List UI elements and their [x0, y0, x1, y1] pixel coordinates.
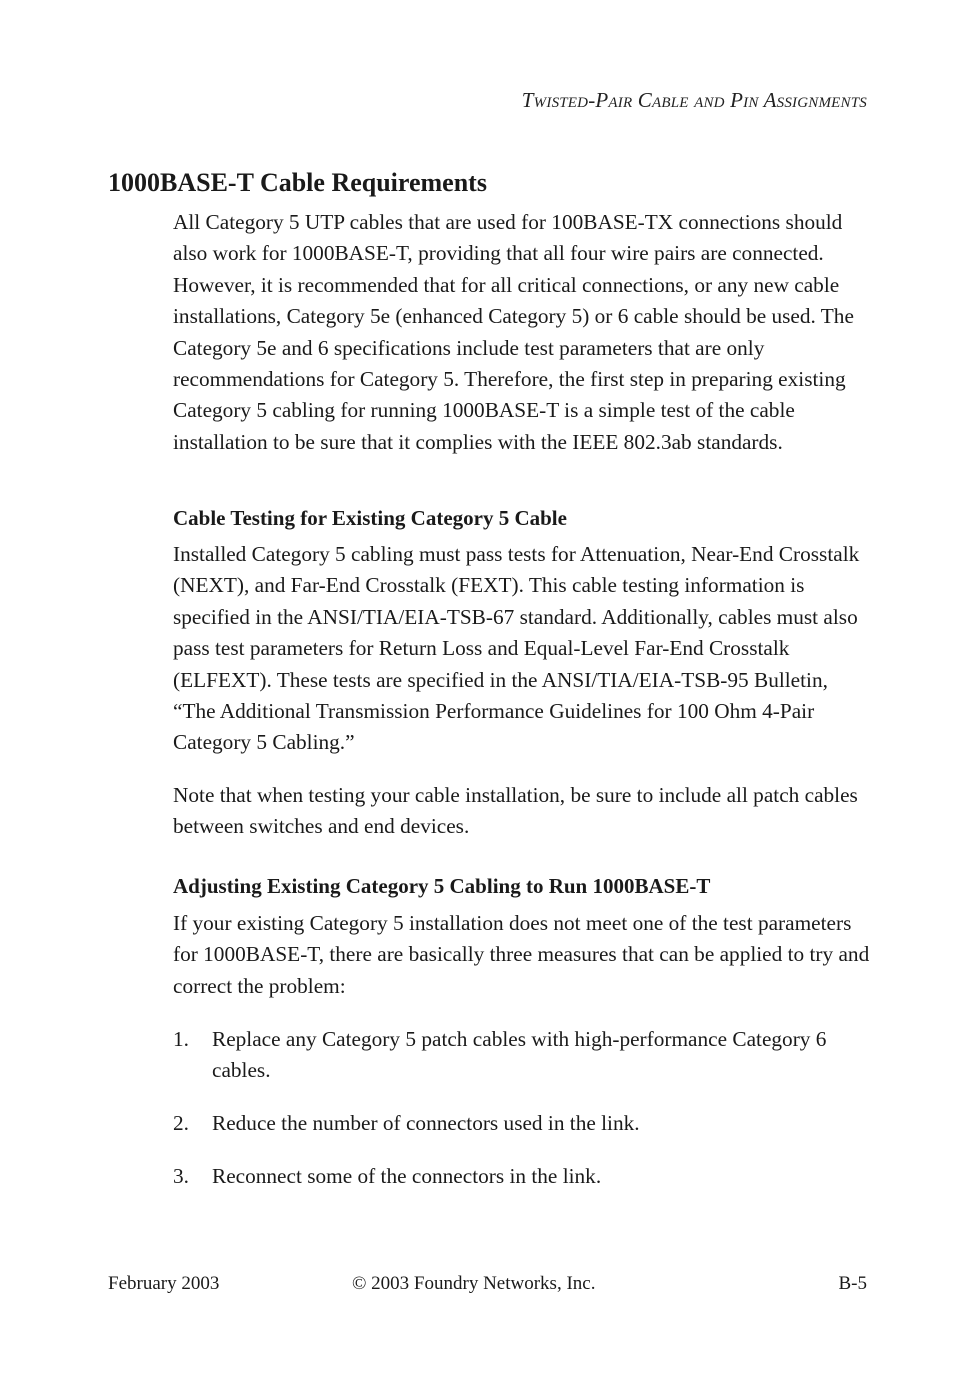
footer-date: February 2003: [108, 1273, 220, 1294]
cable-testing-paragraph: Installed Category 5 cabling must pass tests for Attenuation, Near-End Crosstalk (NEXT), and Far-End Crosstalk (FEXT). This cable testing information is specified in the ANSI/TIA/EIA-TSB-67 standard. Additionally, cables must also pass test parameters for Return Loss and Equal-Level Far-End Crosstalk (ELFEXT). These tests are specified in the ANSI/TIA/EIA-TSB-95 Bulletin, “The Additional Transmission Performance Guidelines for 100 Ohm 4-Pair Category 5 Cabling.”: [173, 542, 860, 755]
cable-testing-heading: Cable Testing for Existing Category 5 Cable: [173, 506, 567, 530]
footer-copyright: © 2003 Foundry Networks, Inc.: [352, 1273, 596, 1294]
list-item-number: 2.: [173, 1111, 189, 1135]
list-item-number: 3.: [173, 1164, 189, 1188]
list-item: [173, 1108, 873, 1139]
list-item-text: Replace any Category 5 patch cables with high-performance Category 6 cables.: [212, 1027, 827, 1083]
adjusting-heading: Adjusting Existing Category 5 Cabling to Run 1000BASE-T: [173, 874, 711, 898]
adjusting-paragraph: If your existing Category 5 installation does not meet one of the test parameters for 1000BASE-T, there are basically three measures that can be applied to try and correct the problem:: [173, 911, 870, 998]
section-heading: 1000BASE-T Cable Requirements: [108, 168, 487, 197]
running-header: Twisted-Pair Cable and Pin Assignments: [521, 88, 867, 112]
intro-paragraph: All Category 5 UTP cables that are used for 100BASE-TX connections should also work for 1000BASE-T, providing that all four wire pairs are connected. However, it is recommended that for all critical connections, or any new cable installations, Category 5e (enhanced Category 5) or 6 cable should be used. The Category 5e and 6 specifications include test parameters that are only recommendations for Category 5. Therefore, the first step in preparing existing Category 5 cabling for running 1000BASE-T is a simple test of the cable installation to be sure that it complies with the IEEE 802.3ab standards.: [173, 210, 854, 454]
list-item-text: Reduce the number of connectors used in the link.: [212, 1111, 640, 1135]
list-item-text: Reconnect some of the connectors in the link.: [212, 1164, 602, 1188]
footer-page-number: B-5: [838, 1273, 867, 1294]
list-item: [173, 1161, 873, 1192]
list-item-number: 1.: [173, 1027, 189, 1051]
list-item: [173, 1024, 873, 1087]
note-paragraph: Note that when testing your cable installation, be sure to include all patch cables between switches and end devices.: [173, 783, 858, 839]
